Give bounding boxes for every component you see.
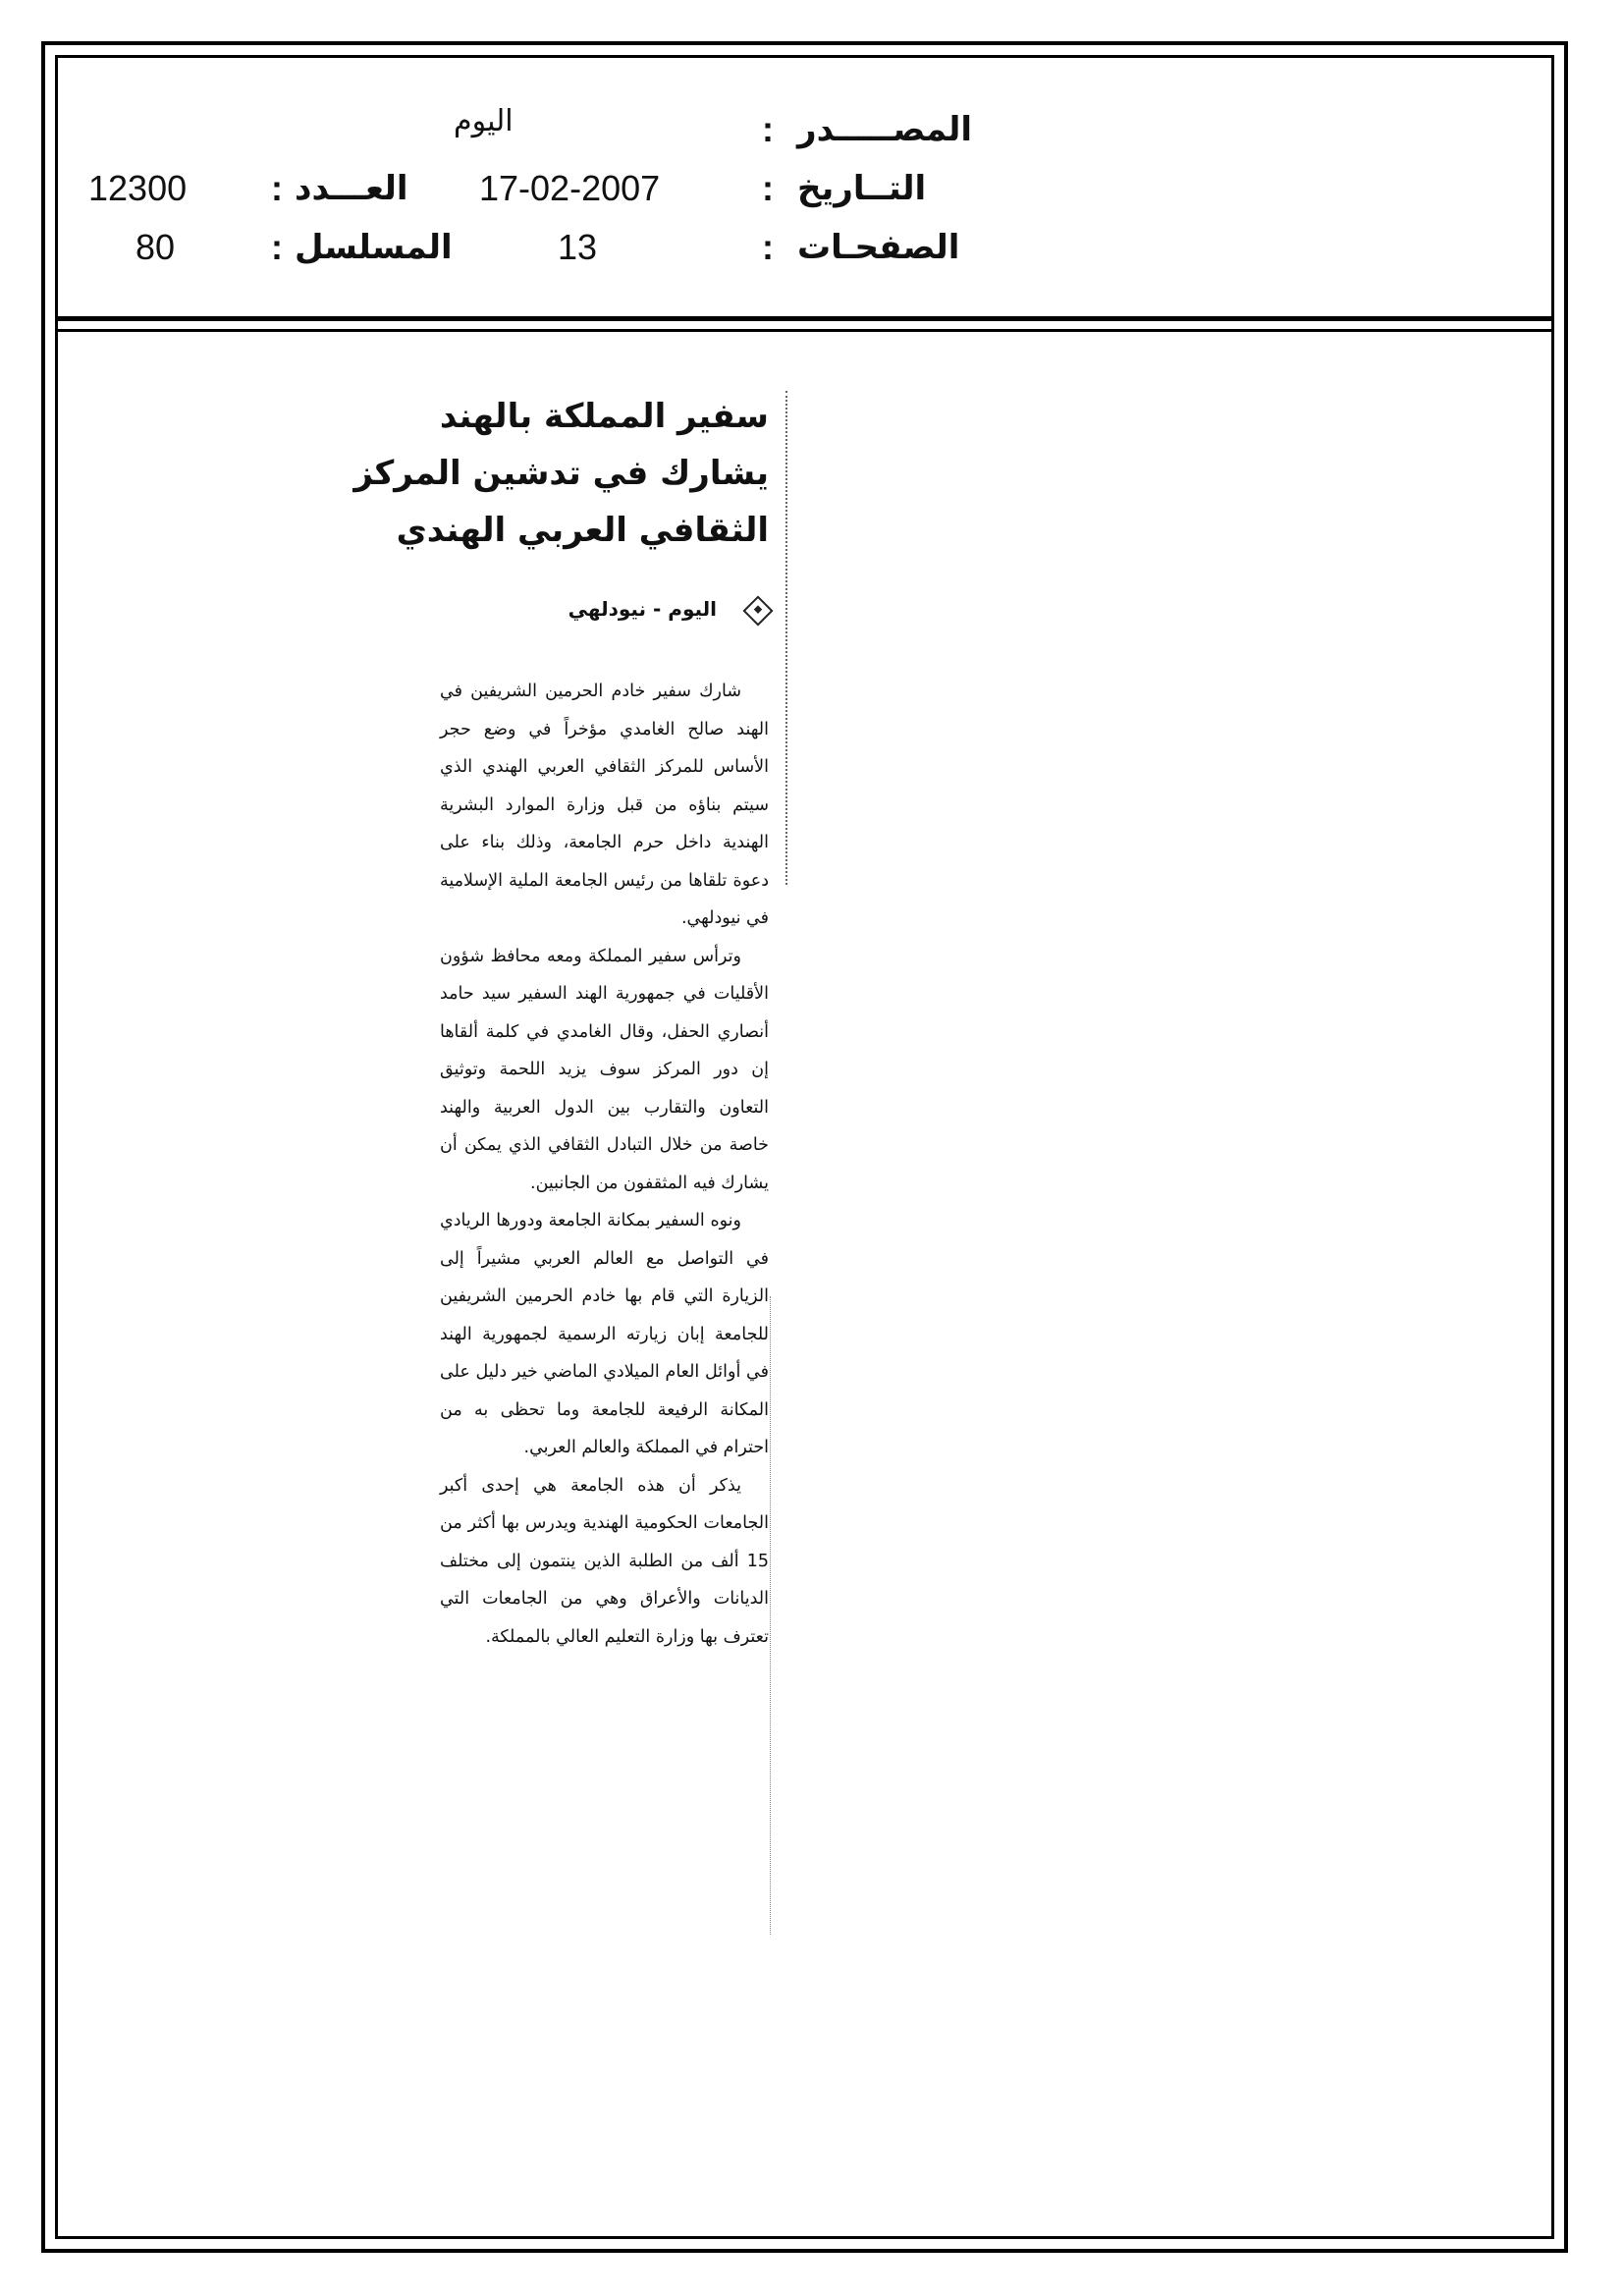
byline-text: اليوم - نيودلهي <box>568 597 718 621</box>
source-label: المصـــــدر <box>797 110 973 149</box>
issue-colon: : <box>271 168 283 208</box>
article-paragraph-3: ونوه السفير بمكانة الجامعة ودورها الريادي في التواصل مع العالم العربي مشيراً إلى الزيارة التي قام بها خادم الحرمين الشريفين للجامعة إبان زيارته الرسمية لجمهورية الهند في أوائل العام الميلادي الماضي خير دليل على المكانة الرفيعة للجامعة وما تحظى به من احترام في المملكة والعالم العربي. <box>440 1211 769 1457</box>
article-byline <box>440 594 769 624</box>
article-headline <box>353 388 769 559</box>
serial-value: 80 <box>135 227 176 267</box>
headline-line-3: الثقافي العربي الهندي <box>396 511 769 550</box>
serial-colon: : <box>271 227 283 267</box>
issue-label: العـــدد <box>295 169 408 208</box>
article-paragraph-1: شارك سفير خادم الحرمين الشريفين في الهند صالح الغامدي مؤخراً في وضع حجر الأساس للمركز الثقافي العربي الهندي الذي سيتم بناؤه من قبل وزارة الموارد البشرية الهندية داخل حرم الجامعة، وذلك بناء على دعوة تلقاها من رئيس الجامعة الملية الإسلامية في نيودلهي. <box>440 682 769 928</box>
column-rule-bottom <box>770 1296 771 1935</box>
date-label: التــاريخ <box>797 169 927 208</box>
article-paragraph-2: وترأس سفير المملكة ومعه محافظ شؤون الأقليات في جمهورية الهند السفير سيد حامد أنصاري الحفل، وقال الغامدي في كلمة ألقاها إن دور المركز سوف يزيد اللحمة وتوثيق التعاون والتقارب بين الدول العربية والهند خاصة من خلال التبادل الثقافي الذي يمكن أن يشارك فيه المثقفون من الجانبين. <box>440 946 769 1193</box>
date-value: 17-02-2007 <box>479 168 661 208</box>
column-rule-top <box>785 391 787 885</box>
article-paragraph-4: يذكر أن هذه الجامعة هي إحدى أكبر الجامعات الحكومية الهندية ويدرس بها أكثر من 15 ألف من الطلبة الذين ينتمون إلى مختلف الديانات والأعراق وهي من الجامعات التي تعترف بها وزارة التعليم العالي بالمملكة. <box>440 1475 769 1647</box>
source-value: اليوم <box>454 104 514 138</box>
page-inner-border <box>55 55 1554 2239</box>
headline-line-1: سفير المملكة بالهند <box>439 397 769 436</box>
date-colon: : <box>762 168 774 208</box>
header-divider-thin <box>55 329 1554 332</box>
article-body <box>440 673 769 1656</box>
issue-value: 12300 <box>88 168 188 208</box>
pages-value: 13 <box>558 227 598 267</box>
headline-line-2: يشارك في تدشين المركز <box>353 454 769 493</box>
header-divider-thick <box>55 316 1554 321</box>
source-colon: : <box>762 109 774 149</box>
pages-label: الصفحـات <box>797 228 960 267</box>
serial-label: المسلسل <box>295 228 453 267</box>
diamond-bullet-icon <box>742 595 773 626</box>
pages-colon: : <box>762 227 774 267</box>
